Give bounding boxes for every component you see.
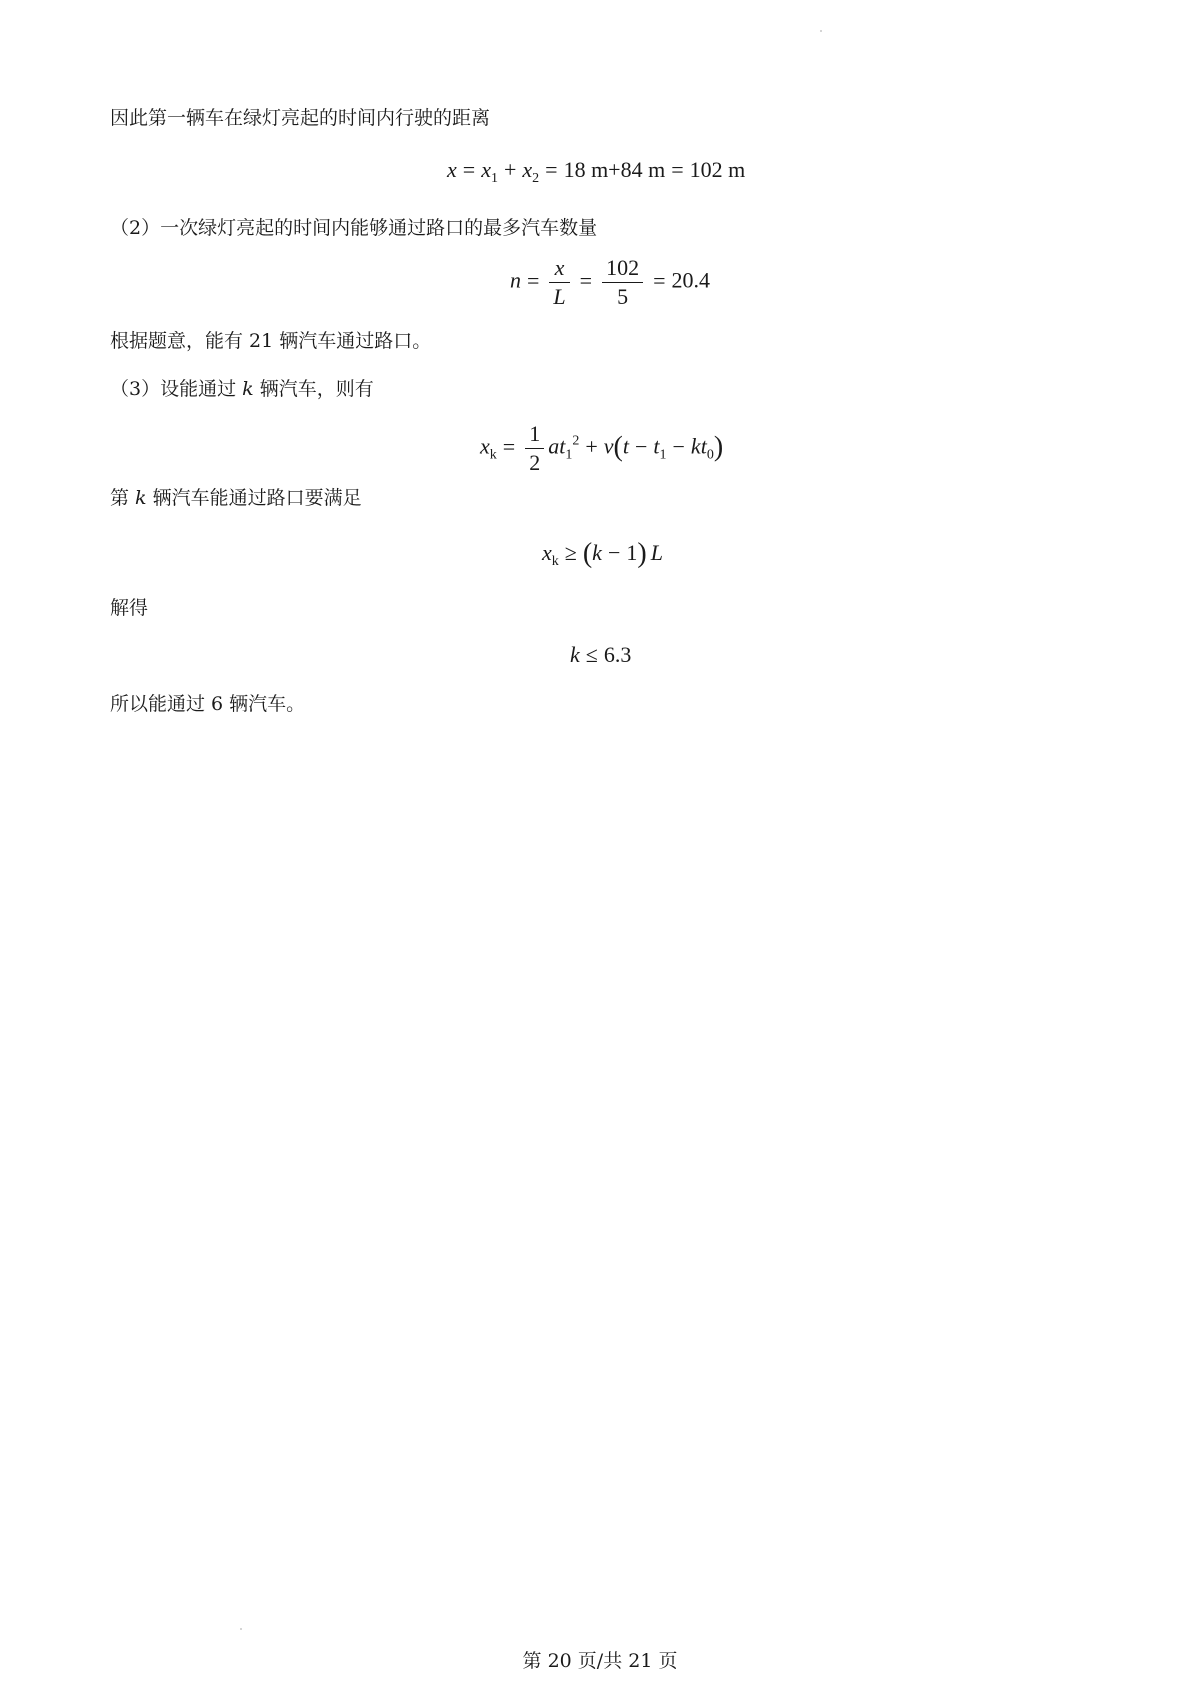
value: 1 — [626, 540, 638, 565]
operator: + — [503, 157, 517, 182]
fraction — [549, 254, 569, 311]
scan-speck — [820, 30, 822, 32]
text-segment: 辆汽车，则有 — [253, 378, 374, 400]
operator: = — [502, 433, 516, 459]
paren: ) — [713, 431, 724, 463]
text-line — [110, 484, 362, 512]
var-a: a — [548, 433, 560, 459]
operator: − — [634, 433, 648, 459]
var-t: t — [700, 433, 707, 459]
text-line: 根据题意，能有 21 辆汽车通过路口。 — [110, 330, 432, 352]
fraction — [602, 254, 643, 311]
scan-speck — [240, 1628, 242, 1630]
var-n: n — [510, 267, 521, 293]
operator: = — [545, 157, 558, 182]
fraction — [525, 420, 544, 477]
formula-total-distance — [447, 155, 745, 194]
paren: ( — [613, 431, 623, 463]
var-x: x — [481, 157, 491, 182]
formula-distance-k — [480, 420, 723, 477]
operator: − — [672, 433, 685, 459]
formula-result — [570, 640, 631, 670]
operator: = — [527, 267, 540, 293]
numerator: 1 — [525, 420, 544, 449]
paren: ( — [582, 538, 593, 569]
text-line: 解得 — [110, 597, 149, 619]
numerator: x — [549, 254, 569, 283]
var-L: L — [650, 540, 663, 565]
value: 6.3 — [603, 642, 632, 667]
var-t: t — [622, 433, 629, 459]
subscript: 1 — [490, 171, 498, 186]
var-k: k — [570, 642, 580, 667]
operator: − — [607, 540, 621, 565]
var-t: t — [653, 433, 660, 459]
formula-car-count — [510, 254, 710, 311]
var-t: t — [559, 433, 566, 459]
var-k: k — [690, 433, 701, 459]
text-line: 所以能通过 6 辆汽车。 — [110, 693, 306, 715]
operator: + — [585, 433, 598, 459]
subscript: 1 — [565, 447, 573, 463]
subscript: 2 — [532, 171, 540, 186]
value: 18 m+ — [563, 157, 621, 182]
var-k: k — [592, 540, 602, 565]
page-footer: 第 20 页/共 21 页 — [522, 1650, 678, 1672]
text-line: （2）一次绿灯亮起的时间内能够通过路口的最多汽车数量 — [110, 217, 598, 239]
text-line: 因此第一辆车在绿灯亮起的时间内行驶的距离 — [110, 107, 491, 129]
var-k: k — [135, 487, 147, 509]
subscript: 1 — [659, 447, 667, 463]
operator: = — [579, 267, 593, 293]
text-segment: 辆汽车能通过路口要满足 — [146, 487, 362, 509]
operator: = — [671, 157, 684, 182]
value: 102 m — [689, 157, 746, 182]
text-segment: 第 — [110, 487, 136, 509]
operator: ≤ — [585, 642, 598, 667]
operator: = — [462, 157, 476, 182]
numerator: 102 — [602, 254, 643, 283]
subscript: k — [551, 554, 559, 569]
text-line — [110, 375, 374, 403]
subscript: k — [489, 447, 497, 463]
value: 20.4 — [671, 267, 711, 293]
superscript: 2 — [572, 433, 580, 449]
text-segment: （3）设能通过 — [110, 378, 243, 400]
var-x: x — [447, 157, 457, 182]
denominator: 2 — [529, 450, 541, 475]
operator: ≥ — [564, 540, 577, 565]
var-x: x — [480, 433, 490, 459]
var-x: x — [522, 157, 533, 182]
subscript: 0 — [706, 447, 714, 463]
operator: = — [653, 267, 666, 293]
var-x: x — [542, 540, 552, 565]
value: 84 m — [620, 157, 666, 182]
denominator: 5 — [617, 284, 629, 309]
formula-condition — [542, 538, 663, 577]
denominator: L — [553, 284, 566, 309]
var-v: v — [603, 433, 614, 459]
var-k: k — [242, 378, 254, 400]
paren: ) — [637, 538, 647, 569]
